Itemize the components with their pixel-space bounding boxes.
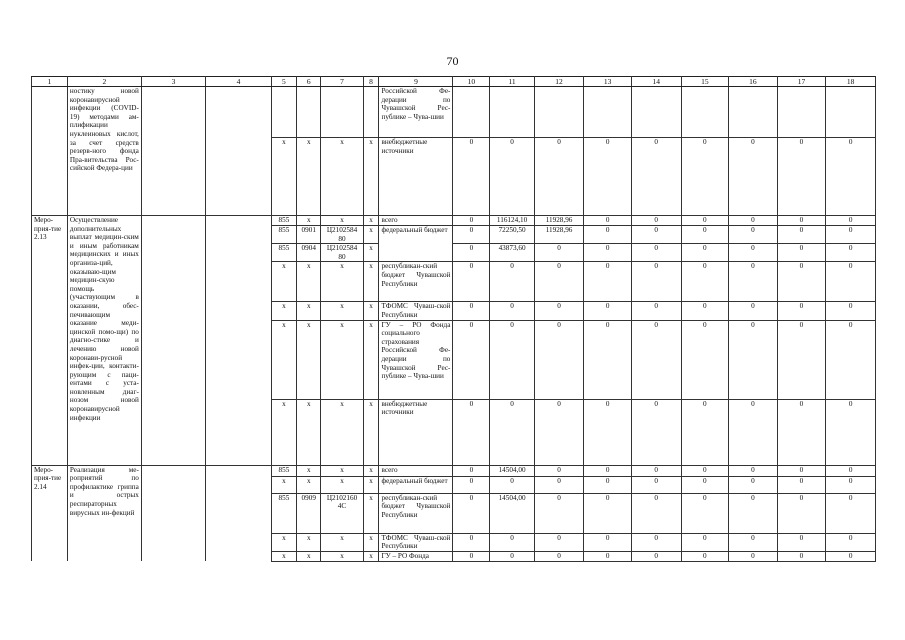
column-header-7: 7 [321,77,363,87]
value-cell: 0 [729,476,778,493]
value-cell: 0 [729,551,778,561]
value-cell: 0 [534,262,584,302]
column-header-14: 14 [631,77,681,87]
column-header-12: 12 [534,77,584,87]
value-cell: 0 [534,551,584,561]
event-label: Меро-прия-тие 2.13 [32,216,68,466]
event-description: Осуществление дополнительных выплат медицин-ским и иным работникам медицинских и иных организа-ций, оказываю-щим медицин-скую помощь (участвующим в оказании, обес-печивающим оказание меди-цинской помо-щи) по диагно-стике и лечению новой коронави-русной инфек-ции, контакти-рующим с паци-ентами с уста-новленным диаг-нозом новой коронавирусной инфекции [67,216,141,466]
value-cell: 0 [584,493,632,533]
value-cell: 0 [453,533,490,551]
value-cell: 0 [490,262,534,302]
column-header-1: 1 [32,77,68,87]
target-article-code: х [321,533,363,551]
value-cell: 0 [681,302,729,320]
value-cell: 11928,96 [534,216,584,226]
funding-source: всего [379,465,453,476]
column-header-16: 16 [729,77,778,87]
value-cell: 0 [826,302,876,320]
value-cell: 0 [826,476,876,493]
column-header-8: 8 [363,77,379,87]
value-cell: 0 [631,493,681,533]
expense-type-code: х [363,551,379,561]
event-description: ностику новой коронавирусной инфекции (COVID-19) методами ам-плификации нуклеиновых кислот, за счет средств резерв-ного фонда Пра-вительства Рос-сийской Федера-ции [67,87,141,216]
target-article-code: х [321,399,363,465]
value-cell: 0 [584,476,632,493]
grbs-code: 855 [271,216,296,226]
expense-type-code [363,87,379,138]
value-cell: 0 [826,262,876,302]
table-row [32,465,876,476]
value-cell: 0 [534,138,584,216]
table-body [32,77,876,562]
value-cell [584,87,632,138]
expense-type-code: х [363,302,379,320]
section-code: х [297,216,321,226]
value-cell: 0 [631,551,681,561]
value-cell: 0 [453,138,490,216]
expense-type-code: х [363,244,379,262]
value-cell: 0 [681,476,729,493]
value-cell: 72250,50 [490,226,534,244]
grbs-code: х [271,262,296,302]
column-header-5: 5 [271,77,296,87]
value-cell: 0 [490,476,534,493]
funding-source: всего [379,216,453,226]
grbs-code: х [271,302,296,320]
col3-cell [141,87,205,216]
col3-cell [141,465,205,561]
expense-type-code: х [363,476,379,493]
value-cell [453,87,490,138]
value-cell: 14504,00 [490,493,534,533]
value-cell: 0 [777,399,826,465]
value-cell: 0 [631,226,681,244]
value-cell: 0 [681,216,729,226]
value-cell: 0 [729,262,778,302]
section-code: 0904 [297,244,321,262]
expense-type-code: х [363,226,379,244]
funding-source: Российской Фе-дерации по Чувашской Рес-публике – Чува-шии [379,87,453,138]
value-cell: 0 [584,399,632,465]
expense-type-code: х [363,493,379,533]
grbs-code: х [271,476,296,493]
value-cell: 0 [453,551,490,561]
value-cell: 0 [453,244,490,262]
value-cell: 0 [729,320,778,399]
value-cell: 0 [453,493,490,533]
value-cell: 0 [584,533,632,551]
value-cell: 0 [729,399,778,465]
funding-source: ГУ – РО Фонда социального страхования Российской Фе-дерации по Чувашской Рес-публике – Чува-шии [379,320,453,399]
grbs-code: х [271,320,296,399]
value-cell: 0 [631,476,681,493]
value-cell: 0 [584,320,632,399]
value-cell: 0 [534,399,584,465]
value-cell: 0 [681,399,729,465]
expense-type-code: х [363,216,379,226]
value-cell [631,87,681,138]
value-cell: 0 [453,320,490,399]
column-header-11: 11 [490,77,534,87]
value-cell: 0 [729,302,778,320]
value-cell: 0 [826,399,876,465]
value-cell: 0 [584,216,632,226]
value-cell: 0 [490,399,534,465]
col4-cell [206,216,271,466]
value-cell: 0 [631,138,681,216]
value-cell: 0 [584,138,632,216]
target-article-code: Ц2102584 80 [321,226,363,244]
grbs-code: х [271,551,296,561]
value-cell: 0 [729,465,778,476]
value-cell: 0 [681,226,729,244]
grbs-code: х [271,533,296,551]
column-header-18: 18 [826,77,876,87]
value-cell: 0 [534,320,584,399]
value-cell: 0 [777,551,826,561]
target-article-code: х [321,262,363,302]
event-description: Реализация ме-роприятий по профилактике гриппа и острых респираторных вирусных ин-фекций [67,465,141,561]
section-code: х [297,302,321,320]
column-header-13: 13 [584,77,632,87]
value-cell: 0 [631,244,681,262]
section-code: х [297,476,321,493]
value-cell: 0 [729,533,778,551]
value-cell: 0 [681,493,729,533]
column-header-3: 3 [141,77,205,87]
value-cell [777,87,826,138]
col4-cell [206,465,271,561]
value-cell: 0 [777,493,826,533]
event-label: Меро-прия-тие 2.14 [32,465,68,561]
value-cell: 0 [777,320,826,399]
value-cell: 0 [453,476,490,493]
value-cell: 0 [534,244,584,262]
value-cell: 0 [490,551,534,561]
column-header-17: 17 [777,77,826,87]
value-cell: 0 [826,138,876,216]
value-cell: 0 [681,138,729,216]
column-header-6: 6 [297,77,321,87]
value-cell: 0 [777,302,826,320]
section-code: х [297,551,321,561]
section-code: 0909 [297,493,321,533]
target-article-code: х [321,320,363,399]
column-header-2: 2 [67,77,141,87]
value-cell: 0 [453,216,490,226]
value-cell: 0 [631,262,681,302]
funding-source: ТФОМС Чуваш-ской Республики [379,302,453,320]
page-number: 70 [446,54,459,68]
value-cell: 43873,60 [490,244,534,262]
target-article-code: Ц2102584 80 [321,244,363,262]
value-cell [729,87,778,138]
budget-table [31,76,876,562]
target-article-code: х [321,476,363,493]
value-cell: 14504,00 [490,465,534,476]
value-cell: 0 [631,399,681,465]
section-code: х [297,465,321,476]
table-row [32,87,876,138]
value-cell: 0 [631,320,681,399]
grbs-code: 855 [271,493,296,533]
value-cell: 0 [534,493,584,533]
value-cell: 0 [729,493,778,533]
section-code: х [297,320,321,399]
value-cell: 0 [453,399,490,465]
col4-cell [206,87,271,216]
value-cell: 0 [584,465,632,476]
column-header-9: 9 [379,77,453,87]
value-cell: 0 [681,262,729,302]
value-cell: 0 [453,302,490,320]
section-code: х [297,138,321,216]
value-cell: 0 [534,302,584,320]
target-article-code: х [321,302,363,320]
value-cell: 0 [490,138,534,216]
header-row [32,77,876,87]
value-cell: 0 [681,551,729,561]
value-cell: 0 [826,551,876,561]
funding-source: республикан-ский бюджет Чувашской Республики [379,493,453,533]
value-cell: 0 [490,533,534,551]
value-cell: 0 [777,262,826,302]
value-cell: 0 [490,302,534,320]
target-article-code: х [321,138,363,216]
value-cell: 0 [826,465,876,476]
funding-source: внебюджетные источники [379,399,453,465]
value-cell: 116124,10 [490,216,534,226]
value-cell: 0 [681,320,729,399]
value-cell [490,87,534,138]
value-cell: 0 [777,465,826,476]
value-cell: 0 [826,533,876,551]
value-cell: 0 [534,476,584,493]
grbs-code: х [271,138,296,216]
target-article-code: х [321,216,363,226]
value-cell: 0 [826,226,876,244]
value-cell: 0 [681,465,729,476]
funding-source: внебюджетные источники [379,138,453,216]
target-article-code: х [321,465,363,476]
value-cell: 0 [729,244,778,262]
expense-type-code: х [363,533,379,551]
value-cell: 0 [681,533,729,551]
expense-type-code: х [363,320,379,399]
value-cell [534,87,584,138]
column-header-4: 4 [206,77,271,87]
value-cell: 0 [453,226,490,244]
value-cell: 0 [631,302,681,320]
expense-type-code: х [363,138,379,216]
grbs-code [271,87,296,138]
value-cell: 0 [534,465,584,476]
funding-source: республикан-ский бюджет Чувашской Республики [379,262,453,302]
funding-source: федеральный бюджет [379,226,453,262]
value-cell: 0 [777,533,826,551]
value-cell: 0 [534,533,584,551]
section-code: 0901 [297,226,321,244]
funding-source: федеральный бюджет [379,476,453,493]
value-cell: 0 [453,465,490,476]
value-cell: 0 [729,216,778,226]
expense-type-code: х [363,262,379,302]
value-cell [826,87,876,138]
target-article-code: Ц2102160 4С [321,493,363,533]
section-code: х [297,399,321,465]
section-code [297,87,321,138]
grbs-code: 855 [271,226,296,244]
section-code: х [297,262,321,302]
value-cell: 0 [826,493,876,533]
value-cell [681,87,729,138]
value-cell: 0 [777,216,826,226]
event-label [32,87,68,216]
value-cell: 0 [681,244,729,262]
value-cell: 0 [826,320,876,399]
value-cell: 0 [490,320,534,399]
value-cell: 11928,96 [534,226,584,244]
value-cell: 0 [584,551,632,561]
value-cell: 0 [584,302,632,320]
value-cell: 0 [777,244,826,262]
expense-type-code: х [363,399,379,465]
value-cell: 0 [631,465,681,476]
column-header-15: 15 [681,77,729,87]
value-cell: 0 [584,262,632,302]
target-article-code: х [321,551,363,561]
value-cell: 0 [826,244,876,262]
table-row [32,216,876,226]
value-cell: 0 [826,216,876,226]
expense-type-code: х [363,465,379,476]
value-cell: 0 [631,216,681,226]
section-code: х [297,533,321,551]
value-cell: 0 [584,226,632,244]
value-cell: 0 [777,476,826,493]
value-cell: 0 [453,262,490,302]
grbs-code: 855 [271,244,296,262]
value-cell: 0 [631,533,681,551]
value-cell: 0 [584,244,632,262]
funding-source: ТФОМС Чуваш-ской Республики [379,533,453,551]
value-cell: 0 [777,138,826,216]
value-cell: 0 [729,226,778,244]
column-header-10: 10 [453,77,490,87]
target-article-code [321,87,363,138]
value-cell: 0 [729,138,778,216]
grbs-code: 855 [271,465,296,476]
col3-cell [141,216,205,466]
value-cell: 0 [777,226,826,244]
funding-source: ГУ – РО Фонда [379,551,453,561]
grbs-code: х [271,399,296,465]
